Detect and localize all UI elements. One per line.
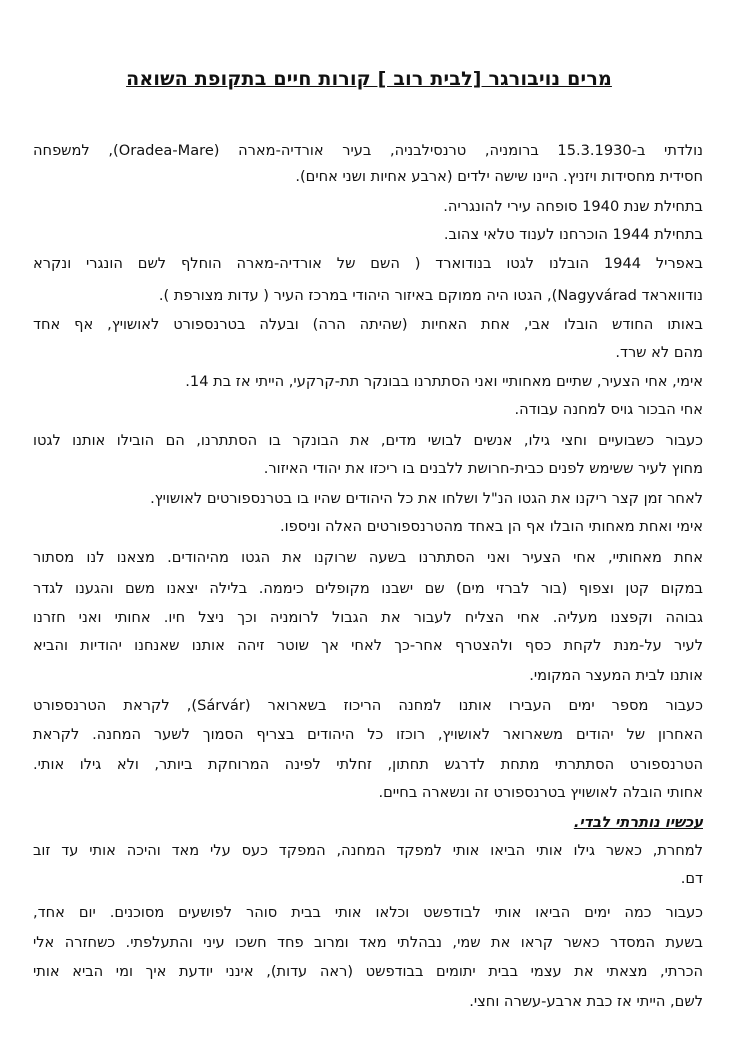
text-line: האחרון של יהודים משארואר לאושויץ, רוכזו כל היהודים בצריף הסמוך לשער המחנה. לקראת [33,726,703,743]
text-line: חסידית מחסידות ויזניץ. היינו שישה ילדים (ארבע אחיות ושני אחים). [295,168,703,185]
text-line: כעבור כמה ימים הביאו אותי לבודפשט וכלאו אותי בבית סוהר לפושעים מסוכנים. יום אחד, [33,904,703,921]
text-line: הכרתי, מצאתי את עצמי בבית יתומים בבודפשט (ראה עדות), אינני יודעת איך ומי הביא אותי [33,963,703,980]
text-line: דם. [680,870,703,887]
text-line: נולדתי ב-15.3.1930 ברומניה, טרנסילבניה, בעיר אורדיה-מארה (Oradea-Mare), למשפחה [33,142,703,159]
text-line: לשם, הייתי אז כבת ארבע-עשרה וחצי. [469,993,703,1010]
text-line: אחי הבכור גויס למחנה עבודה. [514,401,703,418]
text-line: בתחילת שנת 1940 סופחה עירי להונגריה. [443,198,703,215]
text-line: באותו החודש הובלו אבי, אחת האחיות (שהיתה הרה) ובעלה בטרנספורט לאושויץ, אף אחד [33,316,703,333]
text-line: הטרנספורט הסתתרתי מתחת לדרגש תחתון, זחלתי לפינה המרוחקת ביותר, ולא גילו אותי. [33,756,703,773]
text-line: לאחר זמן קצר ריקנו את הגטו הנ"ל ושלחו את כל היהודים שהיו בו בטרנספורטים לאושויץ. [150,490,703,507]
text-line: אימי ואחת מאחותי הובלו אף הן באחד מהטרנספורטים האלה וניספו. [280,518,703,535]
text-line: למחרת, כאשר גילו אותי הביאו אותי למפקד המחנה, המפקד כעס עלי מאד והיכה אותי עד זוב [33,842,703,859]
text-line: מחוץ לעיר ששימש לפנים כבית-חרושת ללבנים בו ריכזו את יהודי האיזור. [263,460,703,477]
text-line: אימי, אחי הצעיר, שתיים מאחותיי ואני הסתתרנו בבונקר תת-קרקעי, הייתי אז בת 14. [185,373,703,390]
text-line: נודוואראד Nagyvárad), הגטו היה ממוקם באיזור היהודי במרכז העיר ( עדות מצורפת ). [158,287,703,304]
text-line: בתחילת 1944 הוכרחנו לענוד טלאי צהוב. [443,226,703,243]
text-line: מהם לא שרד. [615,344,703,361]
text-line: בשעת המסדר כאשר קראו את שמי, נבהלתי מאד ומרוב פחד חשכו עיני והתעלפתי. כשחזרה אלי [33,934,703,951]
text-line: במקום קטן וצפוף (בור לברזי מים) שם ישבנו מקופלים כיממה. בלילה יצאנו משם והגענו לגדר [33,580,703,597]
text-line: אחת מאחותיי, אחי הצעיר ואני הסתתרנו בשעה שרוקנו את הגטו מהיהודים. מצאנו לנו מסתור [33,549,703,566]
text-line: גבוהה וקפצנו מעליה. אחי הצליח לעבור את הגבול לרומניה וכך ניצל חיו. אחותי ואני חזרנו [33,609,703,626]
text-line: לעיר על-מנת לקחת כסף ולהצטרף אחר-כך לאחי אך שוטר זיהה אותנו שאנחנו יהודיות והביא [33,637,703,654]
text-line: אותנו לבית המעצר המקומי. [529,667,703,684]
text-line: כעבור מספר ימים העבירו אותנו למחנה הריכוז בשארואר (Sárvár), לקראת הטרנספורט [33,697,704,714]
page-title: מרים נויבורגר [לבית רוב ] קורות חיים בתקופת השואה [126,68,612,90]
text-line: כעבור כשבועיים וחצי גילו, אנשים לבושי מדים, את הבונקר בו הסתתרנו, הם הובילו אותנו לגטו [33,432,703,449]
text-line: אחותי הובלה לאושויץ בטרנספורט זה ונשארה בחיים. [378,784,703,801]
text-line: באפריל 1944 הובלנו לגטו בנודוארד ( השם של אורדיה-מארה הוחלף לשם הונגרי ונקרא [33,255,703,272]
section-subheading: עכשיו נותרתי לבדי. [573,814,703,831]
